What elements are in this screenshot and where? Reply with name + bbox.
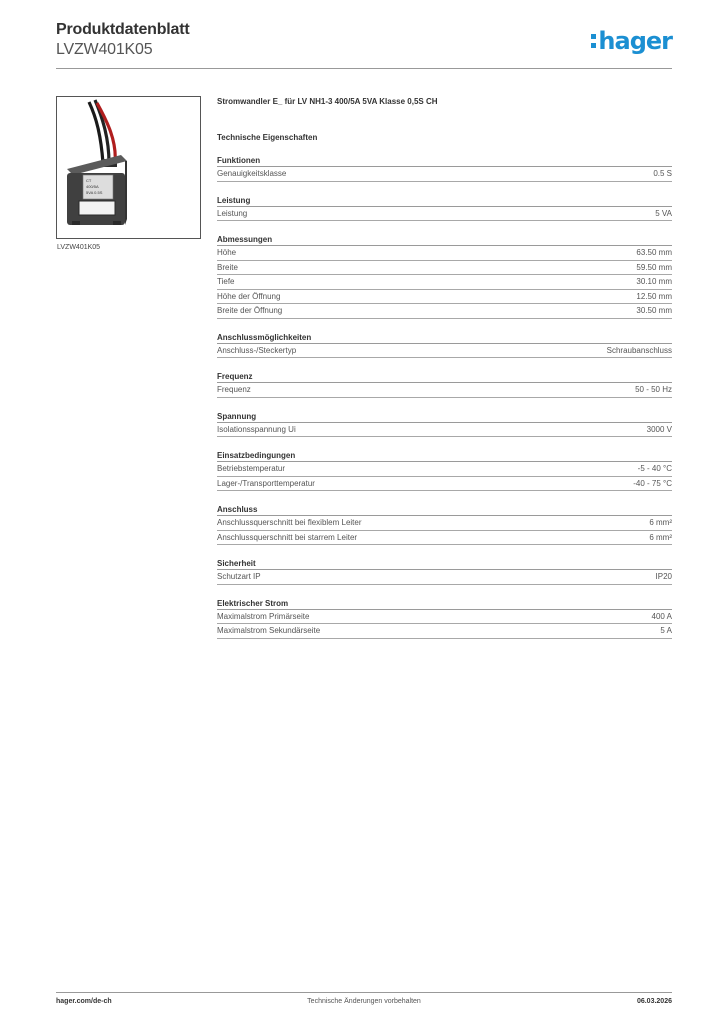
logo-text: hager xyxy=(598,27,672,55)
spec-value: 400 A xyxy=(651,611,672,621)
spec-label: Maximalstrom Sekundärseite xyxy=(217,626,321,635)
spec-group-frequenz xyxy=(217,371,672,398)
hager-logo xyxy=(591,28,672,54)
spec-group-abmessungen xyxy=(217,234,672,319)
spec-value: 0.5 S xyxy=(653,169,672,178)
spec-value: 5 A xyxy=(660,626,672,635)
specifications xyxy=(217,96,672,652)
footer-divider xyxy=(56,992,672,993)
spec-value: 6 mm² xyxy=(649,532,672,542)
spec-label: Maximalstrom Primärseite xyxy=(217,611,310,621)
spec-value: -40 - 75 °C xyxy=(633,478,672,488)
spec-row xyxy=(217,207,672,222)
spec-group-funktionen xyxy=(217,155,672,182)
spec-value: IP20 xyxy=(655,572,672,581)
spec-value: 5 VA xyxy=(655,208,672,218)
spec-label: Anschluss-/Steckertyp xyxy=(217,345,297,355)
spec-label: Tiefe xyxy=(217,277,235,286)
spec-group-spannung xyxy=(217,411,672,438)
group-title: Frequenz xyxy=(217,371,672,383)
spec-row xyxy=(217,246,672,261)
footer-note: Technische Änderungen vorbehalten xyxy=(307,998,421,1005)
document-header xyxy=(56,20,672,60)
group-title: Sicherheit xyxy=(217,558,672,570)
group-title: Leistung xyxy=(217,195,672,207)
spec-row xyxy=(217,516,672,531)
spec-group-elektrischer-strom xyxy=(217,598,672,639)
spec-group-einsatzbedingungen xyxy=(217,450,672,491)
spec-value: 6 mm² xyxy=(649,518,672,527)
image-caption: LVZW401K05 xyxy=(57,244,101,251)
footer-date: 06.03.2026 xyxy=(636,998,672,1005)
spec-label: Anschlussquerschnitt bei flexiblem Leiter xyxy=(217,518,362,527)
spec-label: Höhe xyxy=(217,248,237,257)
spec-row xyxy=(217,423,672,438)
spec-label: Betriebstemperatur xyxy=(217,464,286,473)
product-title: Stromwandler E_ für LV NH1-3 400/5A 5VA Klasse 0,5S CH xyxy=(217,97,438,106)
group-title: Elektrischer Strom xyxy=(217,598,672,610)
spec-label: Breite xyxy=(217,262,238,272)
spec-label: Schutzart IP xyxy=(217,572,261,581)
spec-value: 30.10 mm xyxy=(636,277,672,286)
group-title: Spannung xyxy=(217,411,672,423)
group-title: Anschluss xyxy=(217,504,672,516)
current-transformer-illustration xyxy=(57,97,200,238)
spec-label: Anschlussquerschnitt bei starrem Leiter xyxy=(217,532,358,542)
spec-value: 3000 V xyxy=(646,424,672,434)
group-title: Anschlussmöglichkeiten xyxy=(217,332,672,344)
group-title: Abmessungen xyxy=(217,234,672,246)
spec-row xyxy=(217,570,672,585)
spec-label: Lager-/Transporttemperatur xyxy=(217,478,315,488)
label-line-3: 5VA 0.5S xyxy=(86,190,103,195)
label-line-1: CT xyxy=(86,178,92,183)
footer-website-link[interactable]: hager.com/de-ch xyxy=(56,998,112,1005)
spec-label: Isolationsspannung Ui xyxy=(217,424,296,434)
spec-label: Breite der Öffnung xyxy=(217,306,283,315)
spec-group-leistung xyxy=(217,195,672,222)
spec-value: 12.50 mm xyxy=(636,291,672,301)
spec-row xyxy=(217,462,672,477)
spec-row xyxy=(217,610,672,625)
spec-row xyxy=(217,531,672,546)
label-line-2: 400/5A xyxy=(86,184,99,189)
spec-group-anschlussmoeglichkeiten xyxy=(217,332,672,359)
spec-row xyxy=(217,275,672,290)
spec-label: Höhe der Öffnung xyxy=(217,291,281,301)
spec-row xyxy=(217,344,672,359)
product-number: LVZW401K05 xyxy=(56,41,153,58)
product-image xyxy=(56,96,201,239)
spec-row xyxy=(217,624,672,639)
spec-value: 59.50 mm xyxy=(636,262,672,272)
section-heading: Technische Eigenschaften xyxy=(217,133,318,142)
group-title: Funktionen xyxy=(217,155,672,167)
group-title: Einsatzbedingungen xyxy=(217,450,672,462)
spec-value: 50 - 50 Hz xyxy=(635,385,672,394)
spec-value: Schraubanschluss xyxy=(606,345,672,355)
spec-label: Leistung xyxy=(217,208,248,218)
spec-label: Genauigkeitsklasse xyxy=(217,169,287,178)
spec-group-sicherheit xyxy=(217,558,672,585)
document-title: Produktdatenblatt xyxy=(56,21,190,38)
spec-value: 30.50 mm xyxy=(636,306,672,315)
spec-value: 63.50 mm xyxy=(636,248,672,257)
spec-row xyxy=(217,167,672,182)
spec-row xyxy=(217,261,672,276)
spec-label: Frequenz xyxy=(217,385,251,394)
spec-row xyxy=(217,290,672,305)
header-divider xyxy=(56,68,672,69)
spec-row xyxy=(217,304,672,319)
spec-value: -5 - 40 °C xyxy=(637,464,672,473)
spec-row xyxy=(217,477,672,492)
spec-row xyxy=(217,383,672,398)
logo-colon-icon xyxy=(591,34,596,48)
spec-group-anschluss xyxy=(217,504,672,545)
